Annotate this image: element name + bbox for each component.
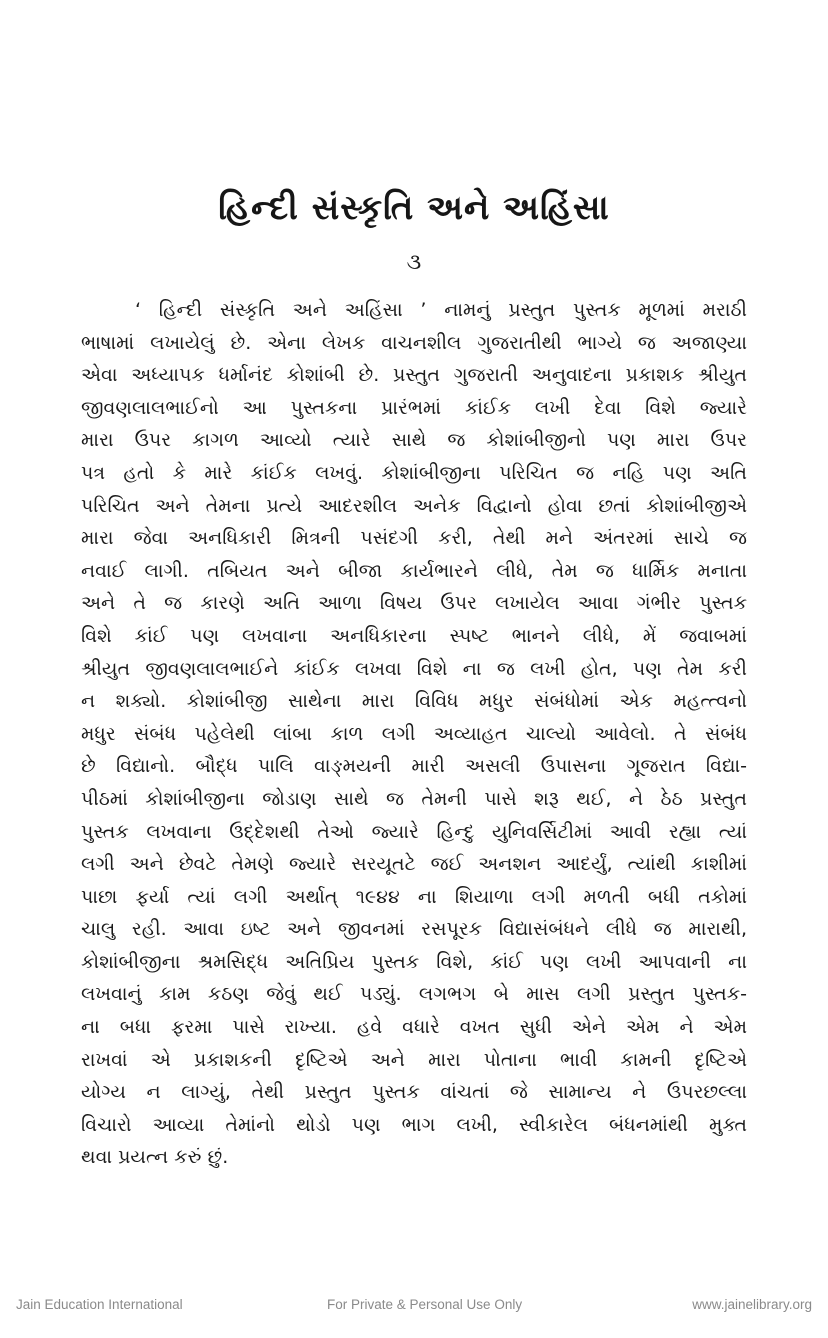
footer-website-link[interactable]: www.jainelibrary.org	[692, 1297, 812, 1312]
text-line: પરિચિત અને તેમના પ્રત્યે આદરશીલ અનેક વિદ્વાનો હોવા છતાં કોશાંબીજીએ	[81, 494, 747, 517]
body-paragraph	[81, 294, 747, 1174]
chapter-title: હિન્દી સંસ્કૃતિ અને અહિંસા	[218, 188, 610, 228]
text-line: અને તે જ કારણે અતિ આળા વિષય ઉપર લખાયેલ આવા ગંભીર પુસ્તક	[81, 592, 747, 615]
text-line: પાછા ફર્યા ત્યાં લગી અર્થાત્ ૧૯૪૪ ના શિયાળા લગી મળતી બધી તકોમાં	[81, 885, 747, 908]
page-footer	[0, 1297, 828, 1317]
text-line: પત્ર હતો કે મારે કાંઈક લખવું. કોશાંબીજીના પરિચિત જ નહિ પણ અતિ	[81, 461, 747, 484]
page-number: ૩	[406, 250, 422, 275]
text-line: વિચારો આવ્યા તેમાંનો થોડો પણ ભાગ લખી, સ્વીકારેલ બંધનમાંથી મુક્ત	[81, 1113, 747, 1136]
text-line: યોગ્ય ન લાગ્યું, તેથી પ્રસ્તુત પુસ્તક વાંચતાં જે સામાન્ય ને ઉપરછલ્લા	[81, 1081, 747, 1104]
text-line: વિશે કાંઈ પણ લખવાના અનધિકારના સ્પષ્ટ ભાનને લીધે, મેં જવાબમાં	[81, 624, 747, 647]
text-line: લખવાનું કામ કઠણ જેવું થઈ પડ્યું. લગભગ બે માસ લગી પ્રસ્તુત પુસ્તક-	[81, 983, 747, 1006]
text-line: ભાષામાં લખાયેલું છે. એના લેખક વાચનશીલ ગુજરાતીથી ભાગ્યે જ અજાણ્યા	[81, 331, 747, 354]
text-line: શ્રીયુત જીવણલાલભાઈને કાંઈક લખવા વિશે ના જ લખી હોત, પણ તેમ કરી	[81, 657, 747, 680]
footer-usage-notice: For Private & Personal Use Only	[327, 1297, 523, 1312]
text-line: ન શક્યો. કોશાંબીજી સાથેના મારા વિવિધ મધુર સંબંધોમાં એક મહત્ત્વનો	[81, 690, 747, 713]
text-line: કોશાંબીજીના શ્રમસિદ્ધ અતિપ્રિય પુસ્તક વિશે, કાંઈ પણ લખી આપવાની ના	[81, 950, 747, 973]
text-line: મધુર સંબંધ પહેલેથી લાંબા કાળ લગી અવ્યાહત ચાલ્યો આવેલો. તે સંબંધ	[81, 722, 747, 745]
text-line: પીઠમાં કોશાંબીજીના જોડાણ સાથે જ તેમની પાસે શરૂ થઈ, ને ઠેઠ પ્રસ્તુત	[81, 787, 747, 810]
text-line: ચાલુ રહી. આવા ઇષ્ટ અને જીવનમાં રસપૂરક વિદ્યાસંબંધને લીધે જ મારાથી,	[81, 918, 747, 941]
text-line-last: થવા પ્રયત્ન કરું છું.	[81, 1146, 229, 1169]
text-line: રાખવાં એ પ્રકાશકની દૃષ્ટિએ અને મારા પોતાના ભાવી કામની દૃષ્ટિએ	[81, 1048, 747, 1071]
text-line: નવાઈ લાગી. તબિયત અને બીજા કાર્યભારને લીધે, તેમ જ ધાર્મિક મનાતા	[81, 559, 747, 582]
text-line: ‘ હિન્દી સંસ્કૃતિ અને અહિંસા ’ નામનું પ્રસ્તુત પુસ્તક મૂળમાં મરાઠી	[135, 299, 747, 321]
text-line: મારા ઉપર કાગળ આવ્યો ત્યારે સાથે જ કોશાંબીજીનો પણ મારા ઉપર	[81, 429, 747, 452]
text-line: મારા જેવા અનધિકારી મિત્રની પસંદગી કરી, તેથી મને અંતરમાં સાચે જ	[81, 527, 747, 550]
text-line: પુસ્તક લખવાના ઉદ્દેશથી તેઓ જ્યારે હિન્દુ યુનિવર્સિટીમાં આવી રહ્યા ત્યાં	[81, 820, 747, 843]
text-line: ના બધા ફરમા પાસે રાખ્યા. હવે વધારે વખત સુધી એને એમ ને એમ	[81, 1016, 747, 1039]
text-line: જીવણલાલભાઈનો આ પુસ્તકના પ્રારંભમાં કાંઈક લખી દેવા વિશે જ્યારે	[81, 396, 747, 419]
text-line: છે વિદ્યાનો. બૌદ્ધ પાલિ વાઙ્મયની મારી અસલી ઉપાસના ગૂજરાત વિદ્યા-	[81, 755, 747, 778]
footer-publisher: Jain Education International	[16, 1297, 183, 1312]
text-line: એવા અધ્યાપક ધર્માનંદ કોશાંબી છે. પ્રસ્તુત ગુજરાતી અનુવાદના પ્રકાશક શ્રીયુત	[81, 364, 747, 387]
text-line: લગી અને છેવટે તેમણે જ્યારે સરયૂતટે જઈ અનશન આદર્યું, ત્યાંથી કાશીમાં	[81, 853, 747, 876]
